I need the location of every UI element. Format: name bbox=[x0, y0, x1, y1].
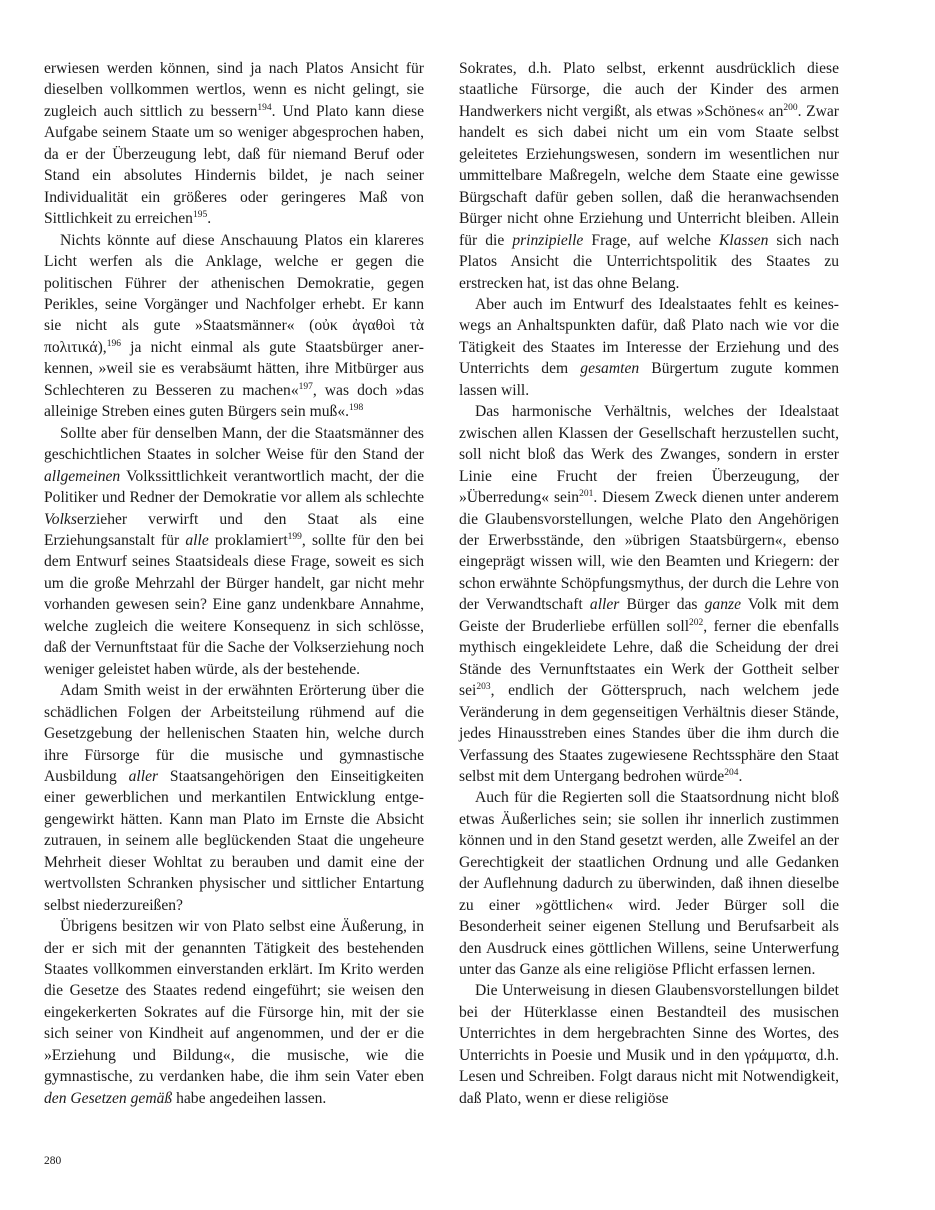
paragraph-text: Volkssittlichkeit verantwortlich macht, der die Politiker und Redner der Demokratie vor allem als schlechte bbox=[44, 467, 424, 507]
paragraph-text: habe angedeihen lassen. bbox=[172, 1089, 327, 1107]
paragraph bbox=[459, 58, 839, 294]
emphasis-text: Volks bbox=[44, 510, 77, 528]
paragraph bbox=[44, 680, 424, 916]
paragraph-text: Frage, auf welche bbox=[583, 231, 719, 249]
paragraph-text: erzieher verwirft und den Staat als eine Erziehungsanstalt für bbox=[44, 510, 424, 549]
left-text-column bbox=[44, 58, 424, 1109]
paragraph-text: Sokrates, d.h. Plato selbst, erkennt ausdrücklich diese staatliche Fürsorge, die auch der Kinder des armen Handwerkers nicht vergißt, als etwas »Schönes« an bbox=[459, 60, 839, 120]
emphasis-text: alle bbox=[185, 531, 209, 549]
paragraph-text: proklamiert bbox=[208, 531, 288, 549]
paragraph bbox=[459, 401, 839, 787]
paragraph-text: Aber auch im Entwurf des Idealstaates fehlt es keineswegs an Anhaltspunkten dafür, daß Plato nach wie vor die Tätigkeit des Staates im Interesse der Erziehung und des Unterrichts dem bbox=[459, 295, 839, 378]
footnote-marker: 195 bbox=[192, 210, 208, 221]
emphasis-text: gesamten bbox=[580, 360, 640, 378]
paragraph-text: Auch für die Regierten soll die Staatsordnung nicht bloß etwas Äußerliches sein; sie sollen ihr innerlich zustimmen können und in den Stand gesetzt werden, alle Zweifel an der Gerechtigkeit der staatlichen Ordnung und alle Gedanken der Auflehnung dadurch zu überwinden, daß ihnen dieselbe zu einer »göttlichen« wird. Jeder Bürger soll die Besonderheit seiner eigenen Stellung und Berufsarbeit als den Ausdruck eines göttlichen Willens, seine Unterwerfung unter das Ganze als eine religiöse Pflicht erfassen lernen. bbox=[459, 789, 839, 979]
paragraph bbox=[44, 58, 424, 230]
footnote-marker: 197 bbox=[298, 381, 313, 392]
paragraph-text: . Zwar handelt es sich dabei nicht um ein vom Staate selbst geleitetes Erziehungswesen, sondern im wesentlichen nur ummittelbare Maßregeln, welche dem Staate eine gewisse Bürgschaft dafür geben sollen, daß die heranwachsenden Bürger nicht ohne Erziehung und Unterricht bleiben. Allein für die bbox=[459, 102, 839, 249]
paragraph-text: . Und Plato kann diese Aufgabe seinem Staate um so weniger abgesprochen haben, da er der Überzeugung lebt, daß für niemand Beruf oder Stand ein absolutes Hindernis bildet, je nach seiner Individualität ein größeres oder geringeres Maß von Sittlichkeit zu erreichen bbox=[44, 102, 424, 228]
paragraph-text: . bbox=[738, 767, 743, 785]
footnote-marker: 202 bbox=[689, 617, 704, 628]
paragraph-text: Volk mit dem Geiste der Bruderliebe erfüllen soll bbox=[459, 596, 839, 635]
paragraph-text: . Diesem Zweck dienen unter anderem die Glaubensvorstellungen, welche Plato den Angehörigen der Erwerbsstände, den »übrigen Staatsbürgern«, ebenso eingeprägt wissen will, wie den Beamten und Kriegern: der schon erwähnte Schöpfungsmythus, der durch die Lehre von der Verwandtschaft bbox=[459, 489, 839, 614]
footnote-marker: 203 bbox=[476, 682, 491, 693]
emphasis-text: den Gesetzen gemäß bbox=[44, 1089, 173, 1107]
paragraph-text: Sollte aber für denselben Mann, der die Staatsmänner des geschichtlichen Staates in solcher Weise für den Stand der bbox=[44, 424, 424, 464]
emphasis-text: ganze bbox=[704, 596, 742, 614]
paragraph-text: Bürger das bbox=[619, 596, 705, 614]
emphasis-text: Klassen bbox=[718, 231, 769, 249]
emphasis-text: aller bbox=[128, 767, 159, 785]
paragraph bbox=[459, 787, 839, 980]
paragraph bbox=[459, 294, 839, 401]
paragraph-text: erwiesen werden können, sind ja nach Platos Ansicht für dieselben vollkommen wertlos, wenn es nicht gelingt, sie zugleich auch sittlich zu bessern bbox=[44, 60, 424, 120]
paragraph bbox=[44, 916, 424, 1109]
emphasis-text: prinzipielle bbox=[512, 231, 584, 249]
footnote-marker: 199 bbox=[287, 531, 302, 542]
paragraph-text: sich nach Platos Ansicht die Unterrichtspolitik des Staates zu erstrecken hat, ist das ohne Belang. bbox=[459, 231, 840, 292]
paragraph-text: Bürgertum zugute kommen lassen will. bbox=[459, 360, 839, 399]
paragraph bbox=[44, 423, 424, 680]
footnote-marker: 194 bbox=[257, 102, 272, 113]
footnote-marker: 200 bbox=[783, 102, 798, 113]
right-text-column bbox=[459, 58, 839, 1109]
paragraph-text: Die Unterweisung in diesen Glaubensvorstellungen bildet bei der Hüterklasse einen Bestandteil des musischen Unterrichtes in dem hergebrachten Sinne des Wortes, des Unterrichts in Poesie und Musik und in den γράμματα, d.h. Lesen und Schreiben. Folgt daraus nicht mit Notwendigkeit, daß Plato, wenn er diese religiöse bbox=[459, 982, 839, 1107]
paragraph-text: Nichts könnte auf diese Anschauung Platos ein klareres Licht werfen als die Anklage, welche er gegen die politischen Führer der athenischen Demokratie, gegen Perikles, seine Vorgänger und Nachfolger erhebt. Er kann sie nicht als gute »Staatsmänner« (οὐκ ἀγαθοὶ τὰ πολιτικά), bbox=[44, 231, 424, 356]
paragraph-text: Staatsangehörigen den Einseitigkeiten einer gewerblichen und merkantilen Entwicklung entgegengewirkt hätten. Kann man Plato im Ernste die Absicht zutrauen, in seinem alle beglückenden Staat die ungeheure Mehrheit dieser Wohltat zu berauben und damit eine der wertvollsten Schranken physischer und sittlicher Entartung selbst niederzureißen? bbox=[44, 767, 424, 914]
emphasis-text: allgemeinen bbox=[44, 467, 121, 485]
paragraph bbox=[459, 980, 839, 1109]
footnote-marker: 201 bbox=[579, 489, 594, 500]
paragraph-text: . bbox=[207, 210, 212, 228]
paragraph-text: , endlich der Götterspruch, nach welchem jede Veränderung in dem gegenseitigen Verhältnis dieser Stände, jedes Hinausstreben eines Standes über die ihm durch die Verfassung des Staates zugewiesene Rechtssphäre den Staat selbst mit dem Untergang bedrohen würde bbox=[459, 682, 839, 785]
paragraph-text: , sollte für den bei dem Entwurf seines Staatsideals diese Frage, soweit es sich um die große Mehrzahl der Bürger handelt, gar nicht mehr vorhanden gewesen sein? Eine ganz undenkbare Annahme, welche zugleich die weitere Konsequenz in sich schlösse, daß der Vernunftstaat für die Sache der Volkserziehung noch weniger geleistet haben würde, als der bestehende. bbox=[44, 531, 424, 678]
page-number: 280 bbox=[44, 1155, 62, 1167]
paragraph-text: , was doch »das alleinige Streben eines guten Bürgers sein muß«. bbox=[44, 381, 424, 421]
emphasis-text: aller bbox=[589, 596, 620, 614]
paragraph-text: , ferner die ebenfalls mythisch eingekleidete Lehre, daß die Scheidung der drei Stände des Vernunftstaates ein Werk der Gottheit selber sei bbox=[459, 617, 839, 700]
footnote-marker: 204 bbox=[724, 767, 739, 778]
footnote-marker: 196 bbox=[106, 338, 121, 349]
paragraph bbox=[44, 230, 424, 423]
paragraph-text: ja nicht einmal als gute Staatsbürger anerkennen, »weil sie es verabsäumt hätten, ihre Mitbürger aus Schlechteren zu Besseren zu machen« bbox=[44, 338, 424, 399]
paragraph-text: Das harmonische Verhältnis, welches der Idealstaat zwischen allen Klassen der Gesellschaft herzustellen sucht, soll nicht bloß das Werk des Zwanges, sondern in erster Linie eine Frucht der freien Überzeugung, der »Überredung« sein bbox=[459, 403, 839, 507]
paragraph-text: Adam Smith weist in der erwähnten Erörterung über die schädlichen Folgen der Arbeitsteilung rühmend auf die Gesetzgebung der hellenischen Staaten hin, welche durch ihre Fürsorge für die musische und gymnastische Ausbildung bbox=[44, 682, 424, 785]
paragraph-text: Übrigens besitzen wir von Plato selbst eine Äußerung, in der er sich mit der genannten Tätigkeit des bestehenden Staates vollkommen einverstanden erklärt. Im Krito werden die Gesetze des Staates redend eingeführt; sie weisen den eingekerkerten Sokrates auf die Fürsorge hin, mit der sie sich seiner von Kindheit auf angenommen, und der er die »Erziehung und Bildung«, die musische, wie die gymnastische, zu verdanken habe, die ihm sein Vater eben bbox=[44, 918, 424, 1086]
footnote-marker: 198 bbox=[349, 403, 364, 414]
